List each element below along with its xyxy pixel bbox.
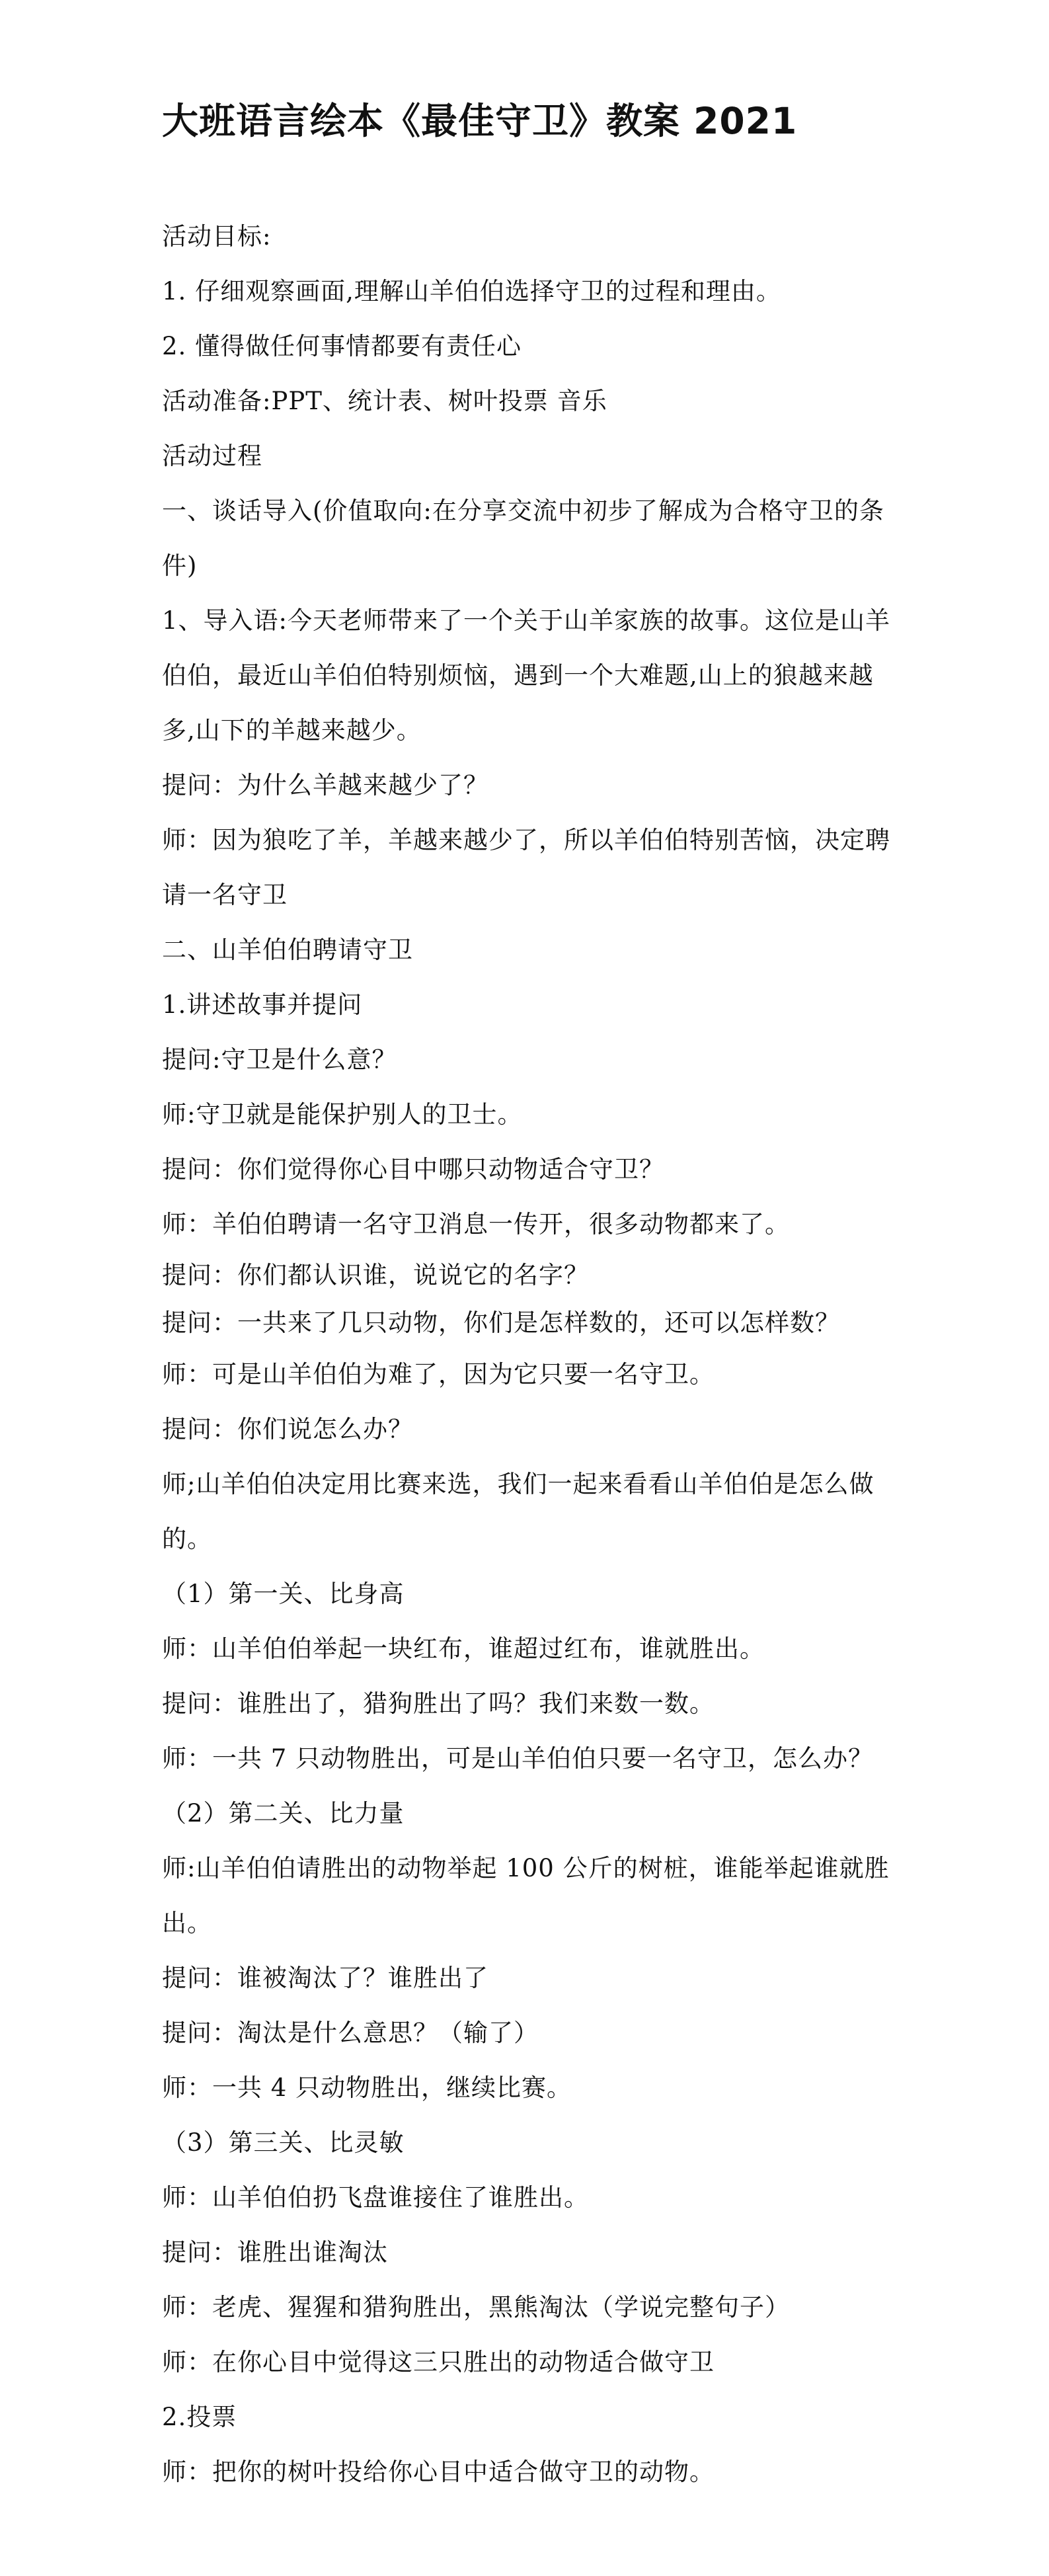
text-line: 师：山羊伯伯举起一块红布，谁超过红布，谁就胜出。 [162,1634,765,1663]
text-line: 活动过程 [162,441,262,470]
text-line: 1、导入语:今天老师带来了一个关于山羊家族的故事。这位是山羊伯伯，最近山羊伯伯特别烦恼，遇到一个大难题,山上的狼越来越多,山下的羊越来越少。 [162,606,891,745]
text-line: 1.讲述故事并提问 [162,990,363,1019]
text-line: 活动目标: [162,221,272,251]
text-line: 师;山羊伯伯决定用比赛来选，我们一起来看看山羊伯伯是怎么做的。 [162,1469,874,1553]
text-line: 师:守卫就是能保护别人的卫士。 [162,1100,523,1129]
text-line: 提问：你们都认识谁，说说它的名字？ [162,1260,589,1289]
text-line: 师：可是山羊伯伯为难了，因为它只要一名守卫。 [162,1359,715,1389]
text-line: 提问：谁胜出谁淘汰 [162,2237,388,2267]
text-line: 提问：你们说怎么办？ [162,1414,413,1443]
text-line: 提问:守卫是什么意？ [162,1045,397,1074]
text-line: 提问：一共来了几只动物，你们是怎样数的，还可以怎样数？ [162,1308,840,1337]
text-line: 提问：为什么羊越来越少了？ [162,770,488,799]
text-line: 2. 懂得做任何事情都要有责任心 [162,331,522,360]
text-line: 师：把你的树叶投给你心目中适合做守卫的动物。 [162,2457,715,2486]
text-line: 师：因为狼吃了羊，羊越来越少了，所以羊伯伯特别苦恼，决定聘请一名守卫 [162,825,890,909]
text-line: 提问：谁被淘汰了？谁胜出了 [162,1963,488,1992]
document-body [162,98,902,2499]
text-line: （2）第二关、比力量 [162,1798,405,1828]
text-line: 提问：你们觉得你心目中哪只动物适合守卫？ [162,1154,664,1184]
text-line: 师：一共 4 只动物胜出，继续比赛。 [162,2073,572,2102]
document-title: 大班语言绘本《最佳守卫》教案 2021 [162,100,798,142]
text-line: 1. 仔细观察画面,理解山羊伯伯选择守卫的过程和理由。 [162,276,781,305]
text-line: （3）第三关、比灵敏 [162,2128,405,2157]
text-line: 师：老虎、猩猩和猎狗胜出，黑熊淘汰（学说完整句子） [162,2292,790,2321]
text-line: 师：羊伯伯聘请一名守卫消息一传开，很多动物都来了。 [162,1209,790,1238]
text-line: 师：一共 7 只动物胜出，可是山羊伯伯只要一名守卫，怎么办？ [162,1744,874,1773]
text-line: 2.投票 [162,2402,237,2431]
text-line: 二、山羊伯伯聘请守卫 [162,935,413,964]
text-line: 师：山羊伯伯扔飞盘谁接住了谁胜出。 [162,2183,589,2212]
text-line: 提问：淘汰是什么意思？（输了） [162,2018,539,2047]
text-line: 师：在你心目中觉得这三只胜出的动物适合做守卫 [162,2347,715,2376]
text-line: 活动准备:PPT、统计表、树叶投票 音乐 [162,386,607,415]
text-line: （1）第一关、比身高 [162,1579,405,1608]
text-line: 提问：谁胜出了，猎狗胜出了吗？我们来数一数。 [162,1689,715,1718]
text-line: 一、谈话导入(价值取向:在分享交流中初步了解成为合格守卫的条件) [162,496,884,580]
text-line: 师:山羊伯伯请胜出的动物举起 100 公斤的树桩，谁能举起谁就胜出。 [162,1853,890,1937]
